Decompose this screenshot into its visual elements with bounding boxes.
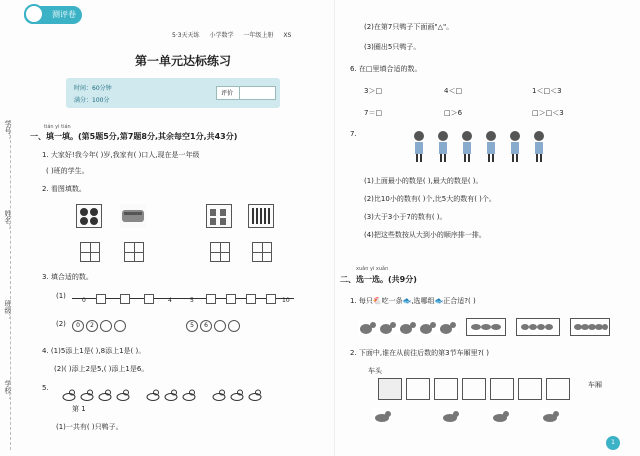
section1-pinyin: tián yi tián [44,124,71,130]
number-line-blank[interactable] [144,294,154,304]
cups-picture [206,204,232,228]
name-label: 姓名： [4,210,12,231]
number-line-value-10: 10 [282,297,290,304]
animal-icon [490,408,510,422]
child-icon [532,130,546,164]
q4-line2: (2)( )添上2是5,( )添上1是6。 [54,365,149,373]
duck-icon [230,386,244,398]
chicken-icon [358,320,378,334]
child-icon [484,130,498,164]
fish-option-2[interactable] [516,318,560,336]
subject-name: 小学数学 [209,32,234,39]
student-info-sidebar [0,0,20,456]
duck-icon [146,386,160,398]
evaluation-box [216,86,276,100]
q5-number: 5. [42,384,49,392]
id-label: 学号： [4,120,12,141]
animal-icon [372,408,392,422]
pencilcase-picture [120,204,146,228]
counting-grid-4[interactable] [252,242,272,262]
duck-icon [182,386,196,398]
sequence-circle[interactable] [214,320,226,332]
q3-row1-label: (1) [56,292,66,300]
cut-line [10,120,11,450]
s2-q2-text: 2. 下面中,谁在从前往后数的第3节车厢里?( ) [350,349,489,357]
score-info: 满分：100分 [74,97,110,104]
sequence-circle[interactable] [114,320,126,332]
child-icon [436,130,450,164]
q3-row2-label: (2) [56,320,66,328]
number-line-value-5: 5 [190,297,194,304]
locomotive [378,378,402,400]
mascot-icon [24,4,44,24]
time-info: 时间：60分钟 [74,85,112,92]
number-line-blank[interactable] [120,294,130,304]
q7-number: 7. [350,130,357,138]
q6-item-5: □＞6 [444,109,463,117]
chicken-icon [398,320,418,334]
q6-item-2: 4＜□ [444,87,463,95]
number-line-blank[interactable] [206,294,216,304]
s2-q1-text: 1. 每只🐔吃一条🐟,选哪组🐟正合适?( ) [350,297,476,305]
school-label: 学校： [4,380,12,401]
q6-item-4: 7＝□ [364,109,383,117]
page-number: 1 [606,436,620,450]
chicken-icon [438,320,458,334]
sequence-circle: 6 [200,320,212,332]
series-name: 5·3天天练 [172,32,200,39]
q3-text: 3. 填合适的数。 [42,273,93,281]
child-icon [508,130,522,164]
duck-icon [116,386,130,398]
first-duck-label: 第 1 [72,405,86,413]
grade-name: 一年级上册 [243,32,274,39]
q6-item-6: □＞□＜3 [532,109,564,117]
page-fold [334,0,335,456]
q6-item-3: 1＜□＜3 [532,87,562,95]
counting-grid-1[interactable] [80,242,100,262]
evaluation-label: 评价 [221,90,234,97]
q7-part4: (4)把这些数按从大到小的顺序排一排。 [364,231,486,239]
train-car [406,378,430,400]
child-icon [412,130,426,164]
q6-text: 6. 在□里填合适的数。 [350,65,422,73]
number-line-value-0: 0 [82,297,86,304]
q1-line1: 1. 大家好!我今年( )岁,我家有( )口人,现在是一年级 [42,151,200,159]
q2-text: 2. 看图填数。 [42,185,86,193]
counting-grid-3[interactable] [210,242,230,262]
train-car [518,378,542,400]
fish-option-1[interactable] [466,318,506,336]
child-icon [460,130,474,164]
q7-part1: (1)上面最小的数是( ),最大的数是( )。 [364,177,483,185]
page-title: 第一单元达标练习 [134,54,231,68]
sequence-circle: 5 [186,320,198,332]
duck-icon [212,386,226,398]
chicken-icon [418,320,438,334]
train-car [490,378,514,400]
train-head-label: 车头 [368,367,382,375]
train-car [462,378,486,400]
duck-icon [98,386,112,398]
counting-grid-2[interactable] [124,242,144,262]
edition-name: XS [283,32,292,39]
duck-icon [164,386,178,398]
page-header [172,30,299,39]
sequence-circle: 0 [72,320,84,332]
section2-heading: 二、选一选。(共9分) [340,275,417,284]
q5-part1: (1)一共有( )只鸭子。 [56,423,123,431]
q7-part3: (3)大于3小于7的数有( )。 [364,213,447,221]
duck-icon [80,386,94,398]
fish-option-3[interactable] [570,318,610,336]
train-car [546,378,570,400]
q6-item-1: 3＞□ [364,87,383,95]
number-line-blank[interactable] [246,294,256,304]
duck-icon [62,386,76,398]
badge-label: 测评卷 [52,10,76,19]
number-line-blank[interactable] [266,294,276,304]
animal-icon [540,408,560,422]
animal-icon [440,408,460,422]
number-line-blank[interactable] [226,294,236,304]
info-box [66,78,280,108]
sequence-circle[interactable] [228,320,240,332]
q4-line1: 4. (1)5添上1是( ),8添上1是( )。 [42,347,146,355]
section2-pinyin: xuǎn yi xuǎn [356,266,389,272]
chicken-icon [378,320,398,334]
sequence-circle: 2 [86,320,98,332]
train-car [434,378,458,400]
section1-heading: 一、填一填。(第5题5分,第7题8分,其余每空1分,共43分) [30,132,238,141]
balls-picture [76,204,102,228]
number-line-value-4: 4 [168,297,172,304]
train-tail-label: 车厢 [588,381,602,389]
duck-icon [248,386,262,398]
q7-part2: (2)比10小的数有( )个,比5大的数有( )个。 [364,195,496,203]
number-line-blank[interactable] [96,294,106,304]
class-label: 班级： [4,300,12,321]
q1-line2: ( )班的学生。 [46,167,89,175]
q5-part3: (3)圈出5只鸭子。 [364,43,421,51]
sequence-circle[interactable] [100,320,112,332]
pencils-picture [248,204,274,228]
q5-part2: (2)在第7只鸭子下面画"△"。 [364,23,454,31]
test-badge [24,6,82,24]
